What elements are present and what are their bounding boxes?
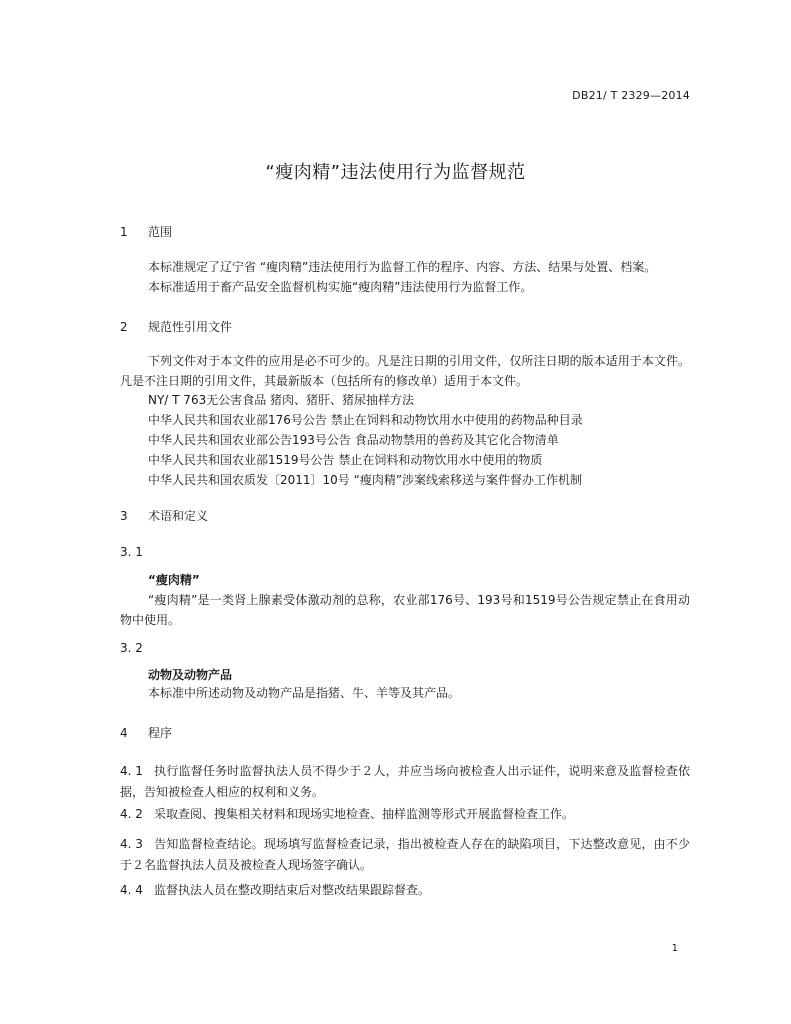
clause-text: 监督执法人员在整改期结束后对整改结果跟踪督查。: [154, 883, 431, 897]
clause-4-3: [120, 834, 690, 876]
clause-text: 执行监督任务时监督执法人员不得少于２人，并应当场向被检查人出示证件，说明来意及监督检查依据，告知被检查人相应的权利和义务。: [120, 764, 690, 799]
section-2-heading: [120, 318, 232, 335]
section-number: 4: [120, 726, 128, 740]
term-definition: “瘦肉精”是一类肾上腺素受体激动剂的总称，农业部176号、193号和1519号公告规定禁止在食用动物中使用。: [120, 593, 690, 627]
term-title: 动物及动物产品: [148, 668, 233, 682]
section-title: 术语和定义: [148, 509, 209, 523]
term-number: 3. 1: [120, 545, 143, 559]
clause-number: 4. 1: [120, 764, 143, 778]
section-number: 3: [120, 509, 128, 523]
section-number: 2: [120, 320, 128, 334]
clause-number: 4. 2: [120, 807, 143, 821]
reference-item: NY/ T 763无公害食品 猪肉、猪肝、猪尿抽样方法: [148, 393, 415, 407]
section-title: 范围: [148, 225, 173, 239]
reference-item: 中华人民共和国农业部1519号公告 禁止在饲料和动物饮用水中使用的物质: [148, 453, 543, 467]
section-1-paragraph-2: 本标准适用于畜产品安全监督机构实施“瘦肉精”违法使用行为监督工作。: [148, 280, 533, 294]
clause-text: 告知监督检查结论。现场填写监督检查记录，指出被检查人存在的缺陷项目，下达整改意见，由不少于２名监督执法人员及被检查人现场签字确认。: [120, 837, 690, 872]
clause-4-1: [120, 761, 690, 803]
term-number: 3. 2: [120, 641, 143, 655]
section-number: 1: [120, 225, 128, 239]
clause-number: 4. 4: [120, 883, 143, 897]
section-title: 程序: [148, 726, 173, 740]
section-3-heading: [120, 507, 208, 524]
clause-number: 4. 3: [120, 837, 143, 851]
page-number: 1: [671, 943, 678, 954]
section-4-heading: [120, 724, 172, 741]
standard-number: DB21/ T 2329—2014: [572, 89, 690, 102]
clause-4-4: [120, 880, 690, 901]
reference-item: 中华人民共和国农业部176号公告 禁止在饲料和动物饮用水中使用的药物品种目录: [148, 413, 583, 427]
section-title: 规范性引用文件: [148, 320, 233, 334]
section-1-paragraph-1: 本标准规定了辽宁省 “瘦肉精”违法使用行为监督工作的程序、内容、方法、结果与处置、档案。: [148, 260, 657, 274]
section-2-intro: 下列文件对于本文件的应用是必不可少的。凡是注日期的引用文件，仅所注日期的版本适用于本文件。凡是不注日期的引用文件，其最新版本（包括所有的修改单）适用于本文件。: [120, 354, 690, 388]
section-1-heading: [120, 223, 172, 240]
clause-text: 采取查阅、搜集相关材料和现场实地检查、抽样监测等形式开展监督检查工作。: [154, 807, 575, 821]
reference-item: 中华人民共和国农质发〔2011〕10号 “瘦肉精”涉案线索移送与案件督办工作机制: [148, 473, 583, 487]
term-definition: 本标准中所述动物及动物产品是指猪、牛、羊等及其产品。: [148, 686, 461, 700]
document-title: “瘦肉精”违法使用行为监督规范: [265, 162, 526, 183]
term-title: “瘦肉精”: [148, 573, 200, 587]
reference-item: 中华人民共和国农业部公告193号公告 食品动物禁用的兽药及其它化合物清单: [148, 433, 559, 447]
clause-4-2: [120, 804, 690, 825]
